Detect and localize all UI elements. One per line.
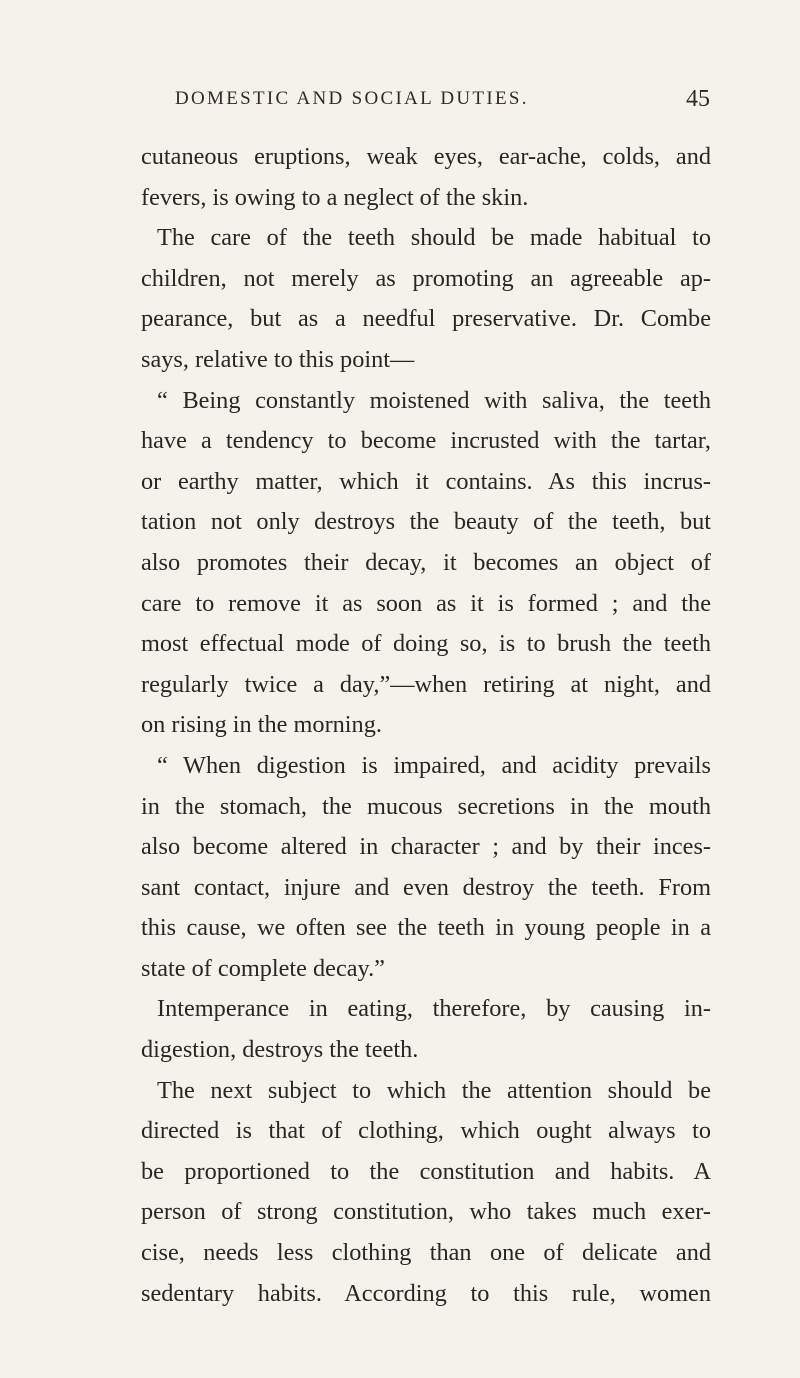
text-line: have a tendency to become incrusted with the tartar, [141, 427, 711, 455]
page-number: 45 [686, 86, 710, 112]
text-line: sant contact, injure and even destroy the teeth. From [141, 873, 711, 901]
running-header [140, 88, 710, 118]
running-title: DOMESTIC AND SOCIAL DUTIES. [175, 88, 529, 109]
text-line: pearance, but as a needful preservative. Dr. Combe [141, 305, 711, 333]
text-line: “ Being constantly moistened with saliva, the teeth [157, 386, 711, 414]
text-line: on rising in the morning. [141, 711, 382, 739]
text-line: “ When digestion is impaired, and acidity prevails [157, 751, 711, 779]
text-line: directed is that of clothing, which ought always to [141, 1117, 711, 1145]
text-line: says, relative to this point— [141, 345, 415, 373]
text-line: The care of the teeth should be made habitual to [157, 224, 711, 252]
text-line: digestion, destroys the teeth. [141, 1036, 419, 1064]
text-line: sedentary habits. According to this rule, women [141, 1279, 711, 1307]
text-line: The next subject to which the attention should be [157, 1076, 711, 1104]
text-line: be proportioned to the constitution and habits. A [141, 1157, 711, 1185]
text-line: in the stomach, the mucous secretions in the mouth [141, 792, 711, 820]
text-line: also become altered in character ; and by their inces- [141, 833, 711, 861]
text-line: fevers, is owing to a neglect of the skin. [141, 183, 529, 211]
text-line: care to remove it as soon as it is formed ; and the [141, 589, 711, 617]
text-line: cutaneous eruptions, weak eyes, ear-ache, colds, and [141, 143, 711, 170]
text-line: tation not only destroys the beauty of the teeth, but [141, 508, 711, 536]
text-line: state of complete decay.” [141, 954, 385, 982]
text-line: regularly twice a day,”—when retiring at night, and [141, 670, 711, 698]
text-line: this cause, we often see the teeth in young people in a [141, 914, 711, 942]
text-line: most effectual mode of doing so, is to brush the teeth [141, 630, 711, 658]
text-line: person of strong constitution, who takes much exer- [141, 1198, 711, 1226]
body-text [141, 137, 711, 1314]
text-line: or earthy matter, which it contains. As this incrus- [141, 467, 711, 495]
text-line: also promotes their decay, it becomes an object of [141, 548, 711, 576]
text-line: Intemperance in eating, therefore, by causing in- [157, 995, 711, 1023]
text-line: cise, needs less clothing than one of delicate and [141, 1239, 711, 1267]
text-line: children, not merely as promoting an agreeable ap- [141, 264, 711, 292]
